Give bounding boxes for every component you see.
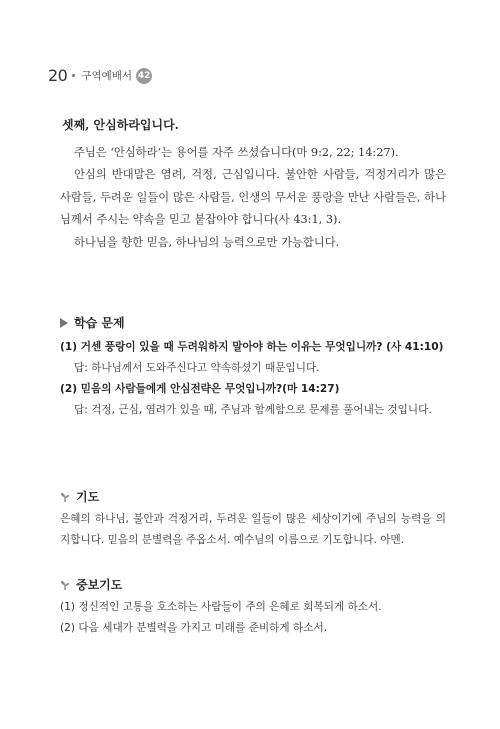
book-title: 구역예배서 — [81, 70, 133, 82]
paragraph: 주님은 ‘안심하라’는 용어를 자주 쓰셨습니다(마 9:2, 22; 14:27). — [74, 146, 399, 159]
list-item: (2) 다음 세대가 분별력을 가지고 미래를 준비하게 하소서. — [60, 622, 328, 634]
page-number: 20 — [48, 66, 68, 85]
paragraph: 안심의 반대말은 염려, 걱정, 근심입니다. 불안한 사람들, 걱정거리가 많은 사람들, 두려운 일들이 많은 사람들, 인생의 무서운 풍랑을 만난 사람들은, 하나님께서 주시는 약속을 믿고 붙잡아야 합니다(사 43:1, 3). — [60, 168, 446, 227]
question-1: (1) 거센 풍랑이 있을 때 두려워하지 말아야 하는 이유는 무엇입니까? (사 41:10) — [60, 341, 444, 353]
page-header — [48, 66, 152, 85]
section-third-point — [60, 116, 446, 254]
prayer-heading — [60, 488, 446, 505]
triangle-bullet-icon — [60, 318, 68, 328]
intercession-section — [60, 576, 446, 639]
lesson-badge: 42 — [136, 68, 152, 84]
intercession-heading — [60, 576, 446, 593]
intercession-heading-label: 중보기도 — [76, 578, 123, 592]
answer-2: 답: 걱정, 근심, 염려가 있을 때, 주님과 함께함으로 문제를 풀어내는 것입니다. — [74, 404, 432, 416]
study-heading — [60, 314, 446, 331]
paragraph: 하나님을 향한 믿음, 하나님의 능력으로만 가능합니다. — [74, 235, 340, 249]
section-title: 셋째, 안심하라입니다. — [62, 118, 179, 132]
list-item: (1) 정신적인 고통을 호소하는 사람들이 주의 은혜로 회복되게 하소서. — [60, 601, 382, 613]
prayer-section — [60, 488, 446, 551]
header-separator-dot — [72, 74, 75, 77]
question-2: (2) 믿음의 사람들에게 안심전략은 무엇입니까?(마 14:27) — [60, 383, 340, 395]
sprout-icon — [60, 580, 70, 590]
study-heading-label: 학습 문제 — [74, 316, 125, 330]
sprout-icon — [60, 492, 70, 502]
prayer-text: 은혜의 하나님, 불안과 걱정거리, 두려운 일들이 많은 세상이기에 주님의 능력을 의지합니다. 믿음의 분별력을 주옵소서. 예수님의 이름으로 기도합니다. 아멘. — [60, 513, 446, 546]
intercession-list — [60, 597, 446, 639]
prayer-heading-label: 기도 — [76, 490, 100, 504]
answer-1: 답: 하나님께서 도와주신다고 약속하셨기 때문입니다. — [74, 362, 320, 374]
study-questions-section — [60, 314, 446, 421]
